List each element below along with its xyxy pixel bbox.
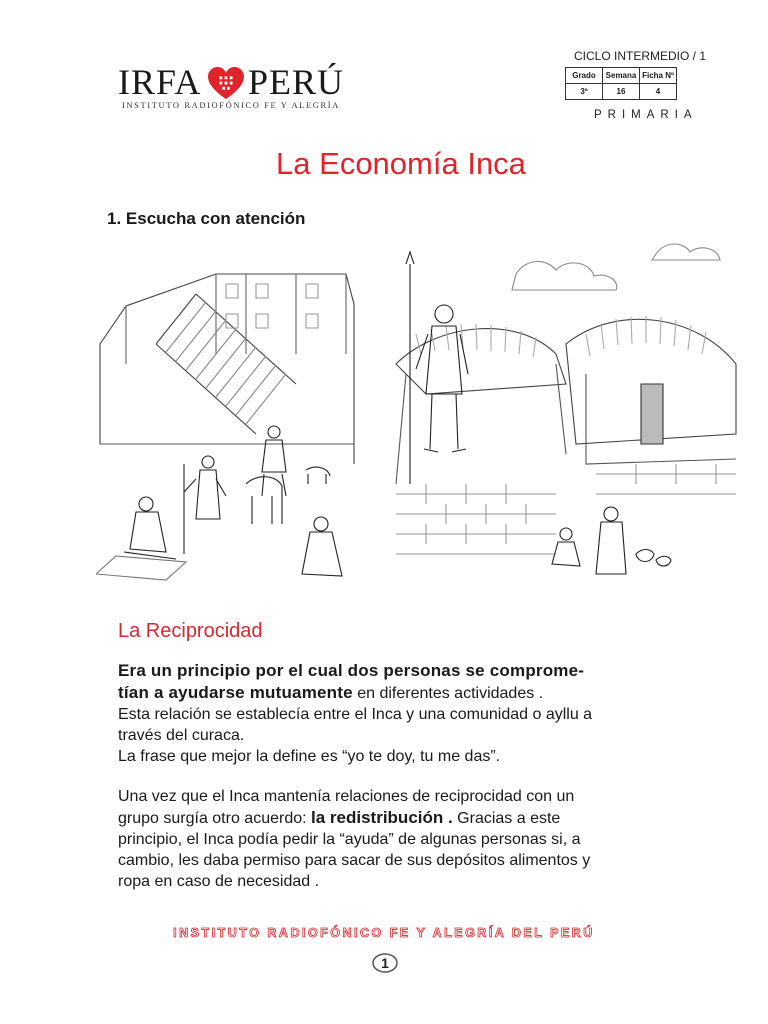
left-plaza-illustration: [96, 274, 354, 580]
para2-line2-bold: la redistribución .: [311, 808, 453, 827]
logo-subtitle: INSTITUTO RADIOFÓNICO FE Y ALEGRÍA: [122, 100, 340, 110]
grado-header: Grado: [566, 68, 603, 84]
logo-word-peru: PERÚ: [248, 62, 345, 102]
page-number-text: 1: [381, 955, 389, 971]
para2-line4: cambio, les daba permiso para sacar de sus depósitos alimentos y: [118, 852, 591, 869]
para1-line3: Esta relación se establecía entre el Inca y una comunidad o ayllu a: [118, 706, 593, 723]
para2-line2-a: grupo surgía otro acuerdo:: [118, 810, 312, 827]
section-title-reciprocidad: La Reciprocidad: [118, 620, 263, 642]
ciclo-label: CICLO INTERMEDIO / 1: [574, 49, 707, 63]
semana-value: 16: [603, 84, 640, 100]
heart-logo-icon: [207, 67, 245, 101]
right-village-illustration: [396, 244, 736, 574]
logo-word-irfa: IRFA: [118, 62, 202, 102]
level-label: PRIMARIA: [594, 109, 698, 121]
ficha-header: Ficha Nº: [640, 68, 677, 84]
para2-line2-b: Gracias a este: [452, 810, 561, 827]
para1-line5: La frase que mejor la define es “yo te doy, tu me das”.: [118, 748, 501, 765]
para1-line4: través del curaca.: [118, 727, 245, 744]
para1-bold-line1: Era un principio por el cual dos personas se comprome-: [118, 661, 585, 680]
para2-line3: principio, el Inca podía pedir la “ayuda” de algunas personas si, a: [118, 831, 581, 848]
semana-header: Semana: [603, 68, 640, 84]
step-instruction: 1. Escucha con atención: [107, 209, 306, 228]
paragraph-redistribucion: [118, 786, 688, 892]
page-title: La Economía Inca: [276, 146, 526, 181]
inca-scene-illustration: [96, 234, 742, 592]
ficha-info-table: [565, 67, 677, 100]
para1-bold-line2: tían a ayudarse mutuamente: [118, 683, 353, 702]
para2-line5: ropa en caso de necesidad .: [118, 873, 320, 890]
page-number: [370, 952, 400, 974]
footer-institution: INSTITUTO RADIOFÓNICO FE Y ALEGRÍA DEL PERÚ: [173, 926, 595, 940]
para2-line1: Una vez que el Inca mantenía relaciones de reciprocidad con un: [118, 788, 575, 805]
irfa-logo: [118, 62, 378, 112]
grado-value: 3º: [566, 84, 603, 100]
paragraph-reciprocidad: [118, 660, 688, 767]
ficha-value: 4: [640, 84, 677, 100]
para1-line2-rest: en diferentes actividades .: [352, 685, 544, 702]
